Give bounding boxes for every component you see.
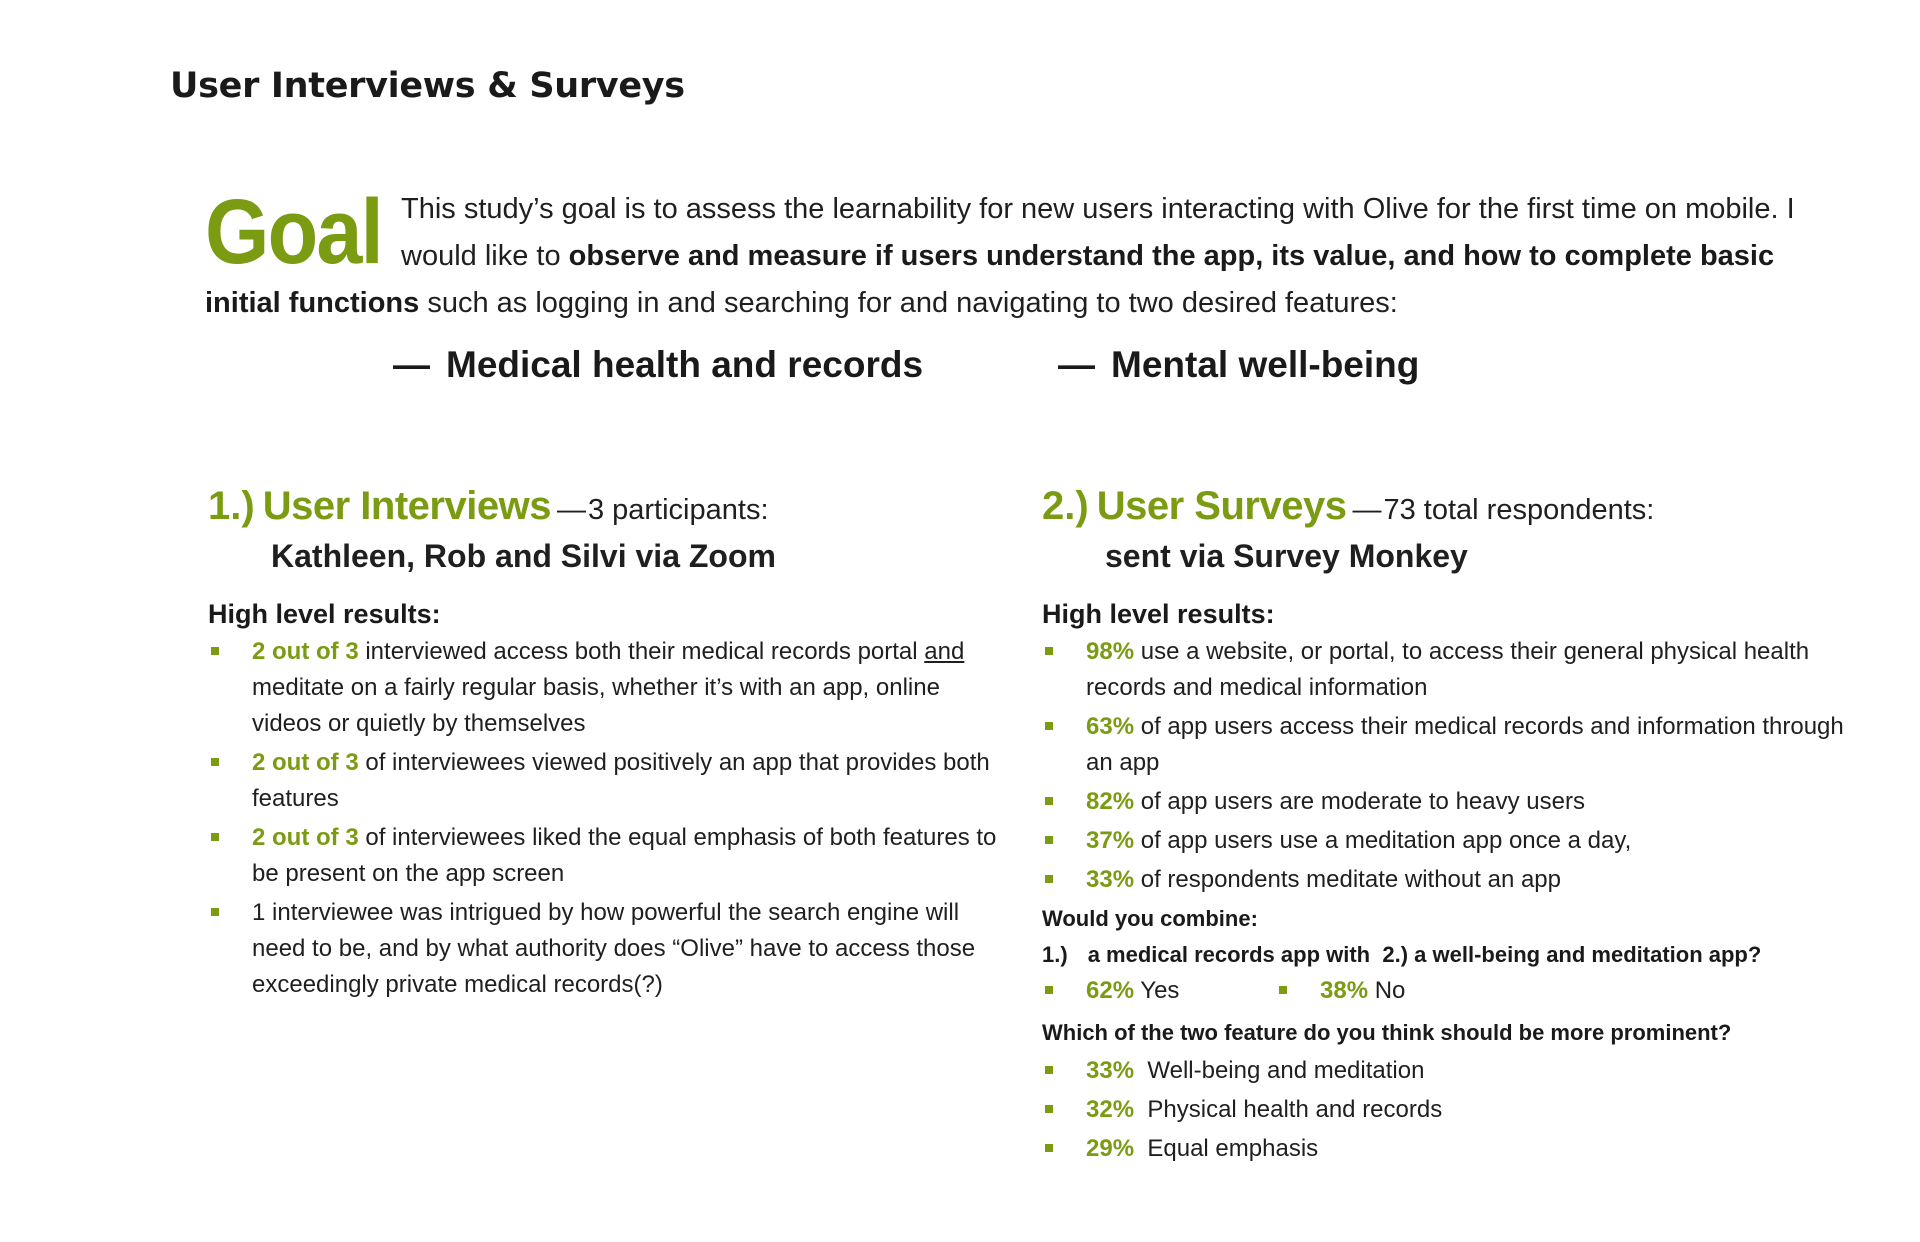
goal-word-spacer bbox=[205, 186, 401, 276]
answer-yes bbox=[1042, 973, 1179, 1009]
interviews-heading bbox=[208, 484, 998, 532]
highlight-stat: 33% bbox=[1086, 866, 1135, 893]
surveys-results-list bbox=[1042, 634, 1862, 898]
interviews-section bbox=[208, 484, 998, 1006]
bullet-square-icon bbox=[1279, 986, 1287, 994]
answer-label: Physical health and records bbox=[1134, 1096, 1443, 1123]
combine-answers bbox=[1042, 973, 1862, 1009]
answer-label: No bbox=[1368, 977, 1406, 1004]
answer-label: Equal emphasis bbox=[1134, 1135, 1319, 1162]
item-text: of interviewees liked the equal emphasis of both features to be present on the app screen bbox=[252, 824, 997, 887]
answer-label: Yes bbox=[1134, 977, 1180, 1004]
bullet-square-icon bbox=[1045, 986, 1053, 994]
section-number: 1.) bbox=[208, 484, 255, 528]
item-text: interviewed access both their medical records portal bbox=[358, 638, 925, 665]
bullet-square-icon bbox=[1045, 1066, 1053, 1074]
prominence-question: Which of the two feature do you think should be more prominent? bbox=[1042, 1020, 1732, 1045]
list-item bbox=[1042, 1092, 1862, 1128]
option-label: a medical records app with bbox=[1087, 942, 1371, 967]
goal-paragraph bbox=[205, 186, 1805, 327]
page-title: User Interviews & Surveys bbox=[170, 66, 685, 106]
list-item bbox=[1042, 823, 1862, 859]
answer-no bbox=[1276, 973, 1405, 1009]
item-text: of app users access their medical records and information through an app bbox=[1086, 713, 1844, 776]
bullet-square-icon bbox=[211, 758, 219, 766]
section-dash: — bbox=[556, 494, 586, 526]
bullet-square-icon bbox=[1045, 647, 1053, 655]
feature-medical bbox=[393, 344, 923, 386]
list-item bbox=[1042, 862, 1862, 898]
results-label: High level results: bbox=[208, 599, 441, 629]
bullet-square-icon bbox=[1045, 875, 1053, 883]
item-text: 1 interviewee was intrigued by how powerful the search engine will need to be, and by what authority does “Olive” have to access those exceedingly private medical records(?) bbox=[252, 899, 976, 998]
bullet-square-icon bbox=[211, 833, 219, 841]
list-item bbox=[1042, 634, 1862, 706]
feature-dash: — bbox=[393, 344, 430, 385]
section-subtitle: Kathleen, Rob and Silvi via Zoom bbox=[271, 538, 776, 574]
bullet-square-icon bbox=[1045, 1105, 1053, 1113]
section-title: User Interviews bbox=[262, 484, 551, 528]
combine-options bbox=[1042, 937, 1862, 973]
feature-dash: — bbox=[1058, 344, 1095, 385]
feature-label: Mental well-being bbox=[1111, 344, 1420, 385]
section-subtitle: sent via Survey Monkey bbox=[1105, 538, 1468, 574]
highlight-stat: 62% bbox=[1086, 977, 1135, 1004]
highlight-stat: 29% bbox=[1086, 1135, 1135, 1162]
goal-heading: Goal bbox=[205, 181, 382, 283]
bullet-square-icon bbox=[211, 908, 219, 916]
option-number: 2.) bbox=[1382, 942, 1409, 967]
goal-text-start: This study’s goal is to assess the learnability for new users interacting with Olive for the first time on mobile. I would like to bbox=[401, 193, 1795, 272]
item-text: meditate on a fairly regular basis, whether it’s with an app, online videos or quietly by themselves bbox=[252, 674, 940, 737]
item-text: of interviewees viewed positively an app that provides both features bbox=[252, 749, 990, 812]
bullet-square-icon bbox=[1045, 1144, 1053, 1152]
list-item bbox=[1042, 1053, 1862, 1089]
section-count: 3 participants: bbox=[587, 494, 769, 526]
highlight-stat: 37% bbox=[1086, 827, 1135, 854]
list-item bbox=[208, 820, 998, 892]
item-text: use a website, or portal, to access their general physical health records and medical information bbox=[1086, 638, 1810, 701]
option-label: a well-being and meditation app? bbox=[1414, 942, 1762, 967]
list-item bbox=[208, 634, 998, 742]
feature-label: Medical health and records bbox=[446, 344, 924, 385]
item-text: of app users are moderate to heavy users bbox=[1134, 788, 1585, 815]
option-number: 1.) bbox=[1042, 942, 1068, 967]
section-count: 73 total respondents: bbox=[1383, 494, 1655, 526]
highlight-stat: 98% bbox=[1086, 638, 1135, 665]
highlight-stat: 32% bbox=[1086, 1096, 1135, 1123]
prominence-answers-list bbox=[1042, 1053, 1862, 1167]
goal-text-bold: observe and measure if users understand the app, its value, and how to complete basic initial functions bbox=[205, 240, 1775, 319]
combine-question: Would you combine: bbox=[1042, 906, 1258, 931]
section-title: User Surveys bbox=[1096, 484, 1347, 528]
section-dash: — bbox=[1352, 494, 1382, 526]
results-label: High level results: bbox=[1042, 599, 1275, 629]
bullet-square-icon bbox=[211, 647, 219, 655]
underlined-word: and bbox=[924, 638, 965, 665]
item-text: of respondents meditate without an app bbox=[1134, 866, 1561, 893]
section-number: 2.) bbox=[1042, 484, 1089, 528]
item-text: of app users use a meditation app once a day, bbox=[1134, 827, 1632, 854]
goal-text-end: such as logging in and searching for and navigating to two desired features: bbox=[419, 287, 1398, 319]
highlight-stat: 82% bbox=[1086, 788, 1135, 815]
highlight-stat: 2 out of 3 bbox=[252, 824, 359, 851]
feature-mental bbox=[1058, 344, 1419, 386]
highlight-stat: 63% bbox=[1086, 713, 1135, 740]
surveys-heading bbox=[1042, 484, 1862, 532]
list-item bbox=[208, 745, 998, 817]
highlight-stat: 38% bbox=[1320, 977, 1369, 1004]
answer-label: Well-being and meditation bbox=[1134, 1057, 1425, 1084]
bullet-square-icon bbox=[1045, 836, 1053, 844]
list-item bbox=[1042, 1131, 1862, 1167]
bullet-square-icon bbox=[1045, 722, 1053, 730]
surveys-section bbox=[1042, 484, 1862, 1170]
highlight-stat: 2 out of 3 bbox=[252, 749, 359, 776]
bullet-square-icon bbox=[1045, 797, 1053, 805]
list-item bbox=[208, 895, 998, 1003]
highlight-stat: 33% bbox=[1086, 1057, 1135, 1084]
interviews-results-list bbox=[208, 634, 998, 1003]
highlight-stat: 2 out of 3 bbox=[252, 638, 359, 665]
list-item bbox=[1042, 784, 1862, 820]
list-item bbox=[1042, 709, 1862, 781]
